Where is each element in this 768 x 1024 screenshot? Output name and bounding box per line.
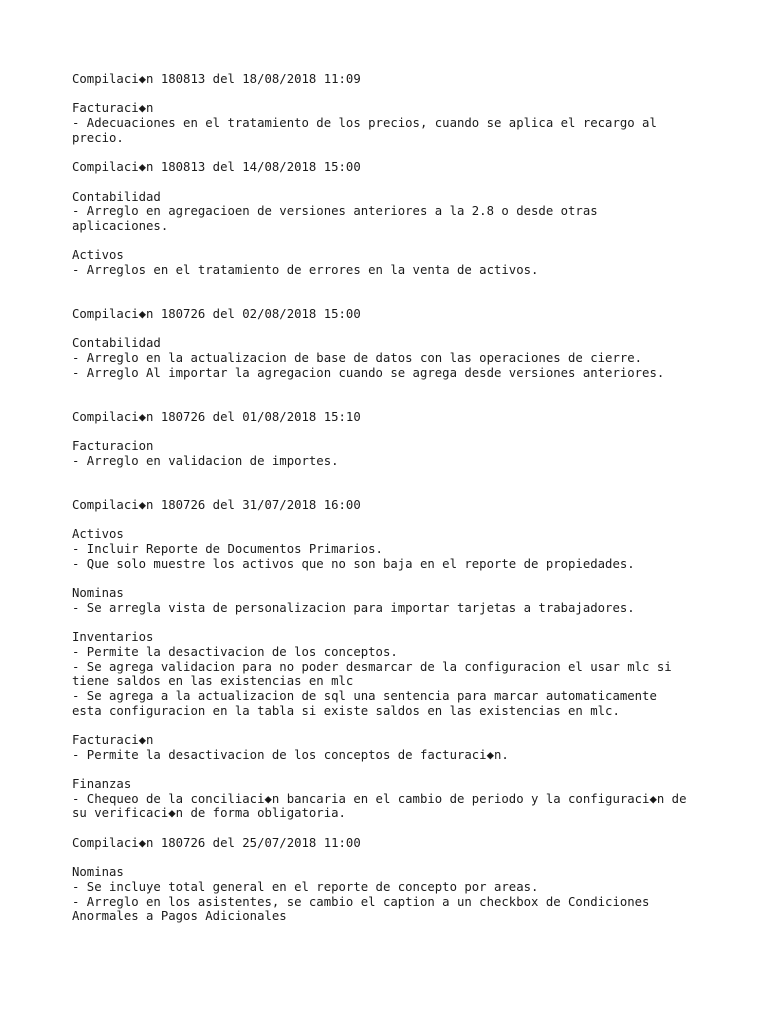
section-heading: Activos <box>72 248 124 263</box>
section-heading: Activos <box>72 527 124 542</box>
change-item-continuation: precio. <box>72 130 124 145</box>
blank-line <box>72 425 712 440</box>
change-item: - Que solo muestre los activos que no son baja en el reporte de propiedades. <box>72 556 635 571</box>
section-heading: Facturaci◆n <box>72 101 154 116</box>
change-item-continuation: su verificaci◆n de forma obligatoria. <box>72 806 346 821</box>
change-item: - Arreglo Al importar la agregacion cuando se agrega desde versiones anteriores. <box>72 365 665 380</box>
section-heading: Facturaci◆n <box>72 732 154 747</box>
change-item: - Arreglo en los asistentes, se cambio el caption a un checkbox de Condiciones <box>72 894 650 909</box>
blank-line <box>72 175 712 190</box>
blank-line <box>72 234 712 249</box>
change-item: - Arreglos en el tratamiento de errores en la venta de activos. <box>72 262 539 277</box>
section-heading: Nominas <box>72 865 124 880</box>
document-page <box>72 72 712 924</box>
change-item: - Arreglo en validacion de importes. <box>72 453 339 468</box>
blank-line <box>72 571 712 586</box>
blank-line <box>72 278 712 307</box>
build-heading: Compilaci◆n 180813 del 14/08/2018 15:00 <box>72 160 361 175</box>
blank-line <box>72 718 712 733</box>
blank-line <box>72 850 712 865</box>
build-heading: Compilaci◆n 180726 del 02/08/2018 15:00 <box>72 307 361 322</box>
blank-line <box>72 762 712 777</box>
build-heading: Compilaci◆n 180726 del 31/07/2018 16:00 <box>72 497 361 512</box>
section-heading: Inventarios <box>72 630 154 645</box>
build-heading: Compilaci◆n 180813 del 18/08/2018 11:09 <box>72 72 361 86</box>
change-item: - Arreglo en la actualizacion de base de datos con las operaciones de cierre. <box>72 351 643 366</box>
change-item: - Se arregla vista de personalizacion para importar tarjetas a trabajadores. <box>72 600 635 615</box>
change-item: - Se agrega validacion para no poder desmarcar de la configuracion el usar mlc si <box>72 659 672 674</box>
change-item-continuation: aplicaciones. <box>72 218 169 233</box>
section-heading: Nominas <box>72 586 124 601</box>
blank-line <box>72 513 712 528</box>
change-item-continuation: esta configuracion en la tabla si existe saldos en las existencias en mlc. <box>72 703 620 718</box>
build-heading: Compilaci◆n 180726 del 01/08/2018 15:10 <box>72 409 361 424</box>
change-item: - Se agrega a la actualizacion de sql una sentencia para marcar automaticamente <box>72 688 657 703</box>
change-item: - Se incluye total general en el reporte de concepto por areas. <box>72 879 539 894</box>
blank-line <box>72 380 712 409</box>
change-item: - Incluir Reporte de Documentos Primarios. <box>72 542 383 557</box>
change-item: - Permite la desactivacion de los conceptos. <box>72 644 398 659</box>
change-item-continuation: Anormales a Pagos Adicionales <box>72 909 287 924</box>
blank-line <box>72 87 712 102</box>
change-item: - Adecuaciones en el tratamiento de los precios, cuando se aplica el recargo al <box>72 116 657 131</box>
build-heading: Compilaci◆n 180726 del 25/07/2018 11:00 <box>72 835 361 850</box>
blank-line <box>72 469 712 498</box>
blank-line <box>72 322 712 337</box>
section-heading: Finanzas <box>72 777 132 792</box>
blank-line <box>72 821 712 836</box>
section-heading: Facturacion <box>72 439 154 454</box>
change-item: - Permite la desactivacion de los conceptos de facturaci◆n. <box>72 747 509 762</box>
change-item: - Chequeo de la conciliaci◆n bancaria en el cambio de periodo y la configuraci◆n de <box>72 791 687 806</box>
section-heading: Contabilidad <box>72 336 161 351</box>
change-item: - Arreglo en agregacioen de versiones anteriores a la 2.8 o desde otras <box>72 204 598 219</box>
blank-line <box>72 615 712 630</box>
blank-line <box>72 145 712 160</box>
change-item-continuation: tiene saldos en las existencias en mlc <box>72 674 354 689</box>
section-heading: Contabilidad <box>72 189 161 204</box>
